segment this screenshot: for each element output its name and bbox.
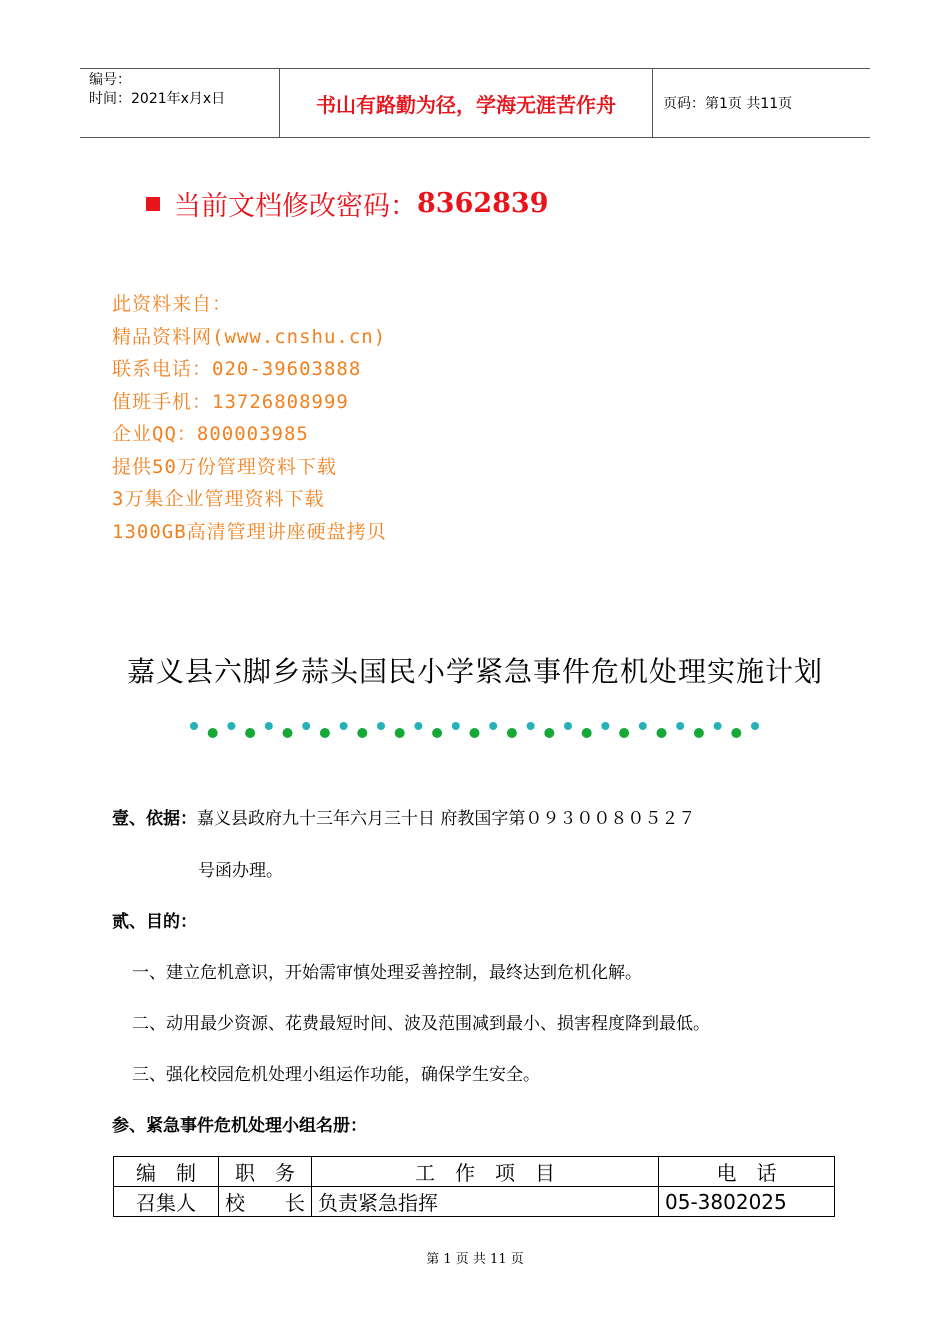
divider-dot (751, 722, 759, 730)
table-cell: 负责紧急指挥 (312, 1187, 659, 1217)
source-line: 3万集企业管理资料下载 (112, 488, 325, 510)
divider-dot (731, 728, 741, 738)
source-line: 企业QQ：800003985 (112, 423, 309, 445)
divider-dot (414, 722, 422, 730)
divider-dot (714, 722, 722, 730)
table-header-row (114, 1157, 835, 1187)
divider-dot (601, 722, 609, 730)
divider-dot (676, 722, 684, 730)
section-basis-continuation: 号函办理。 (198, 861, 283, 881)
decorative-dot-divider (186, 720, 766, 740)
divider-dot (452, 722, 460, 730)
section-purpose-heading (112, 907, 197, 932)
source-info (112, 288, 387, 548)
divider-dot (582, 728, 592, 738)
header-date: 时间：2021年x月x日 (89, 91, 226, 107)
divider-dot (227, 722, 235, 730)
table-cell: 校 长 (219, 1187, 312, 1217)
table-cell: 召集人 (114, 1187, 219, 1217)
divider-dot (320, 728, 330, 738)
source-line: 精品资料网(www.cnshu.cn) (112, 325, 387, 348)
divider-dot (489, 722, 497, 730)
section-purpose-heading-text: 贰、目的： (112, 912, 197, 932)
section-basis-text: 嘉义县政府九十三年六月三十日 府教国字第０９３００８０５２７ (197, 809, 696, 829)
divider-dot (340, 722, 348, 730)
divider-dot (527, 722, 535, 730)
source-line: 提供50万份管理资料下载 (112, 455, 337, 478)
password-line (146, 184, 549, 223)
header-motto: 书山有路勤为径，学海无涯苦作舟 (280, 69, 653, 137)
divider-dot (245, 728, 255, 738)
section-basis-heading: 壹、依据： (112, 809, 197, 829)
source-line: 1300GB高清管理讲座硬盘拷贝 (112, 520, 387, 543)
header-meta (80, 69, 280, 137)
purpose-item: 二、动用最少资源、花费最短时间、波及范围减到最小、损害程度降到最低。 (132, 1014, 710, 1034)
section-roster-heading (112, 1111, 367, 1136)
divider-dot (507, 728, 517, 738)
square-bullet-icon (146, 197, 160, 211)
roster-table (113, 1156, 835, 1217)
divider-dot (639, 722, 647, 730)
column-header: 编 制 (114, 1157, 219, 1187)
divider-dot (657, 728, 667, 738)
divider-dot (432, 728, 442, 738)
divider-dot (208, 728, 218, 738)
document-title: 嘉义县六脚乡蒜头国民小学紧急事件危机处理实施计划 (126, 655, 823, 688)
column-header: 职 务 (219, 1157, 312, 1187)
purpose-item: 三、强化校园危机处理小组运作功能，确保学生安全。 (132, 1065, 540, 1085)
divider-dot (265, 722, 273, 730)
divider-dot (619, 728, 629, 738)
purpose-item: 一、建立危机意识，开始需审慎处理妥善控制，最终达到危机化解。 (132, 963, 642, 983)
divider-dot (283, 728, 293, 738)
source-line: 联系电话：020-39603888 (112, 358, 362, 380)
password-code: 8362839 (417, 188, 549, 219)
divider-dot (544, 728, 554, 738)
header-number: 编号： (89, 72, 131, 88)
header-page-info: 页码：第1页 共11页 (663, 96, 793, 112)
divider-dot (564, 722, 572, 730)
divider-dot (357, 728, 367, 738)
column-header: 电 话 (659, 1157, 835, 1187)
divider-dot (470, 728, 480, 738)
divider-dot (377, 722, 385, 730)
page-header (80, 68, 870, 138)
column-header: 工 作 项 目 (312, 1157, 659, 1187)
section-basis (112, 804, 695, 829)
divider-dot (302, 722, 310, 730)
page-footer: 第 1 页 共 11 页 (426, 1252, 524, 1267)
divider-dot (694, 728, 704, 738)
section-roster-heading-text: 参、紧急事件危机处理小组名册： (112, 1116, 367, 1136)
source-line: 值班手机：13726808999 (112, 390, 349, 413)
table-row (114, 1187, 835, 1217)
divider-dot (395, 728, 405, 738)
divider-dot (190, 722, 198, 730)
password-label: 当前文档修改密码： (174, 191, 417, 222)
source-line: 此资料来自： (112, 293, 233, 315)
table-cell: 05-3802025 (659, 1187, 835, 1217)
